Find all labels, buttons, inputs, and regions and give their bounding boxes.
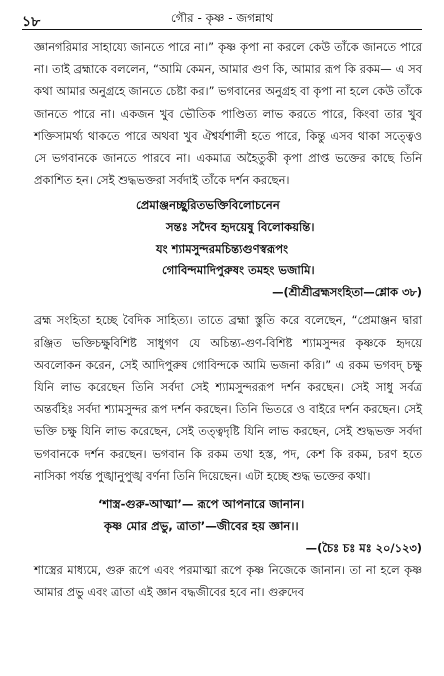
verse2-line-2: কৃষ্ণ মোর প্রভু, ত্রাতা’—জীবের হয় জ্ঞান।। bbox=[104, 519, 299, 534]
verse-line-2: সন্তঃ সদৈব হৃদয়েষু বিলোকয়ন্তি। bbox=[166, 220, 315, 235]
verse-block-2 bbox=[34, 493, 422, 559]
page-number: ১৮ bbox=[22, 14, 41, 30]
verse-line-4: গোবিন্দমাদিপুরুষং তমহং ভজামি। bbox=[162, 263, 315, 278]
verse-citation-2: —(চৈঃ চঃ মঃ ২০/১২৩) bbox=[305, 541, 422, 556]
paragraph-3: শাস্ত্রের মাধ্যমে, গুরু রূপে এবং পরমাত্মা রূপে কৃষ্ণ নিজেকে জানান। তা না হলে কৃষ্ণ আমার প্রভু এবং ত্রাতা এই জ্ঞান বদ্ধজীবের হবে না। গুরুদেব bbox=[34, 563, 422, 600]
verse-line-1: প্রেমাঞ্জনচ্ছুরিতভক্তিবিলোচনেন bbox=[136, 198, 280, 213]
running-head: গৌর - কৃষ্ণ - জগন্নাথ bbox=[170, 11, 274, 25]
paragraph-1: জ্ঞানগরিমার সাহায্যে জানতে পারে না।” কৃষ্ণ কৃপা না করলে কেউ তাঁকে জানতে পারে না। তাই ব্রহ্মাকে বললেন, “আমি কেমন, আমার গুণ কি, আমার রূপ কি রকম— এ সব কথা আমার অনুগ্রহে জানতে চেষ্টা কর।” ভগবানের অনুগ্রহ বা কৃপা না হলে কেউ তাঁকে জানতে পারে না। একজন খুব ভৌতিক পাণ্ডিত্য লাভ করতে পারে, কিংবা তার খুব শক্তিসামর্থ্য থাকতে পারে অথবা খুব ঐশ্বর্যশালী হতে পারে, কিন্তু এসব থাকা সত্ত্বেও সে ভগবানকে জানতে পারবে না। একমাত্র অহৈতুকী কৃপা প্রাপ্ত ভক্তের কাছে তিনি প্রকাশিত হন। সেই শুদ্ধভক্তরা সর্বদাই তাঁকে দর্শন করছেন। bbox=[34, 40, 422, 188]
verse-block-1 bbox=[34, 195, 422, 303]
page-header bbox=[22, 6, 422, 30]
header-rule bbox=[22, 29, 422, 30]
verse-line-3: যং শ্যামসুন্দরমচিন্ত্যগুণস্বরূপং bbox=[156, 241, 289, 256]
body-text bbox=[34, 36, 422, 603]
verse-citation-1: —(শ্রীশ্রীব্রহ্মসংহিতা—শ্লোক ৩৮) bbox=[272, 284, 422, 299]
paragraph-2: ব্রহ্ম সংহিতা হচ্ছে বৈদিক সাহিত্য। তাতে ব্রহ্মা স্তুতি করে বলেছেন, “প্রেমাঞ্জন দ্বারা রঞ্জিত ভক্তিচক্ষুবিশিষ্ট সাধুগণ যে অচিন্ত্য-গুণ-বিশিষ্ট শ্যামসুন্দর কৃষ্ণকে হৃদয়ে অবলোকন করেন, সেই আদিপুরুষ গোবিন্দকে আমি ভজনা করি।” এ রকম ভগবদ্ চক্ষু যিনি লাভ করেছেন তিনি সর্বদা সেই শ্যামসুন্দররূপ দর্শন করছেন। সেই সাধু সর্বত্র অন্তর্বহিঃ সর্বদা শ্যামসুন্দর রূপ দর্শন করছেন। তিনি ভিতরে ও বাইরে দর্শন করছেন। সেই ভক্তি চক্ষু যিনি লাভ করেছেন, সেই তত্ত্বদৃষ্টি যিনি লাভ করছেন, সেই শুদ্ধভক্ত সর্বদা ভগবানকে দর্শন করছেন। ভগবান কি রকম তথা হস্ত, পদ, কেশ কি রকম, চরণ হতে নাসিকা পর্যন্ত পুঙ্খানুপুঙ্খ বর্ণনা তিনি দিয়েছেন। এটা হচ্ছে শুদ্ধ ভক্তের কথা। bbox=[34, 313, 422, 483]
verse2-line-1: ‘শাস্ত্র-গুরু-আত্মা’— রূপে আপনারে জানান। bbox=[98, 497, 305, 512]
